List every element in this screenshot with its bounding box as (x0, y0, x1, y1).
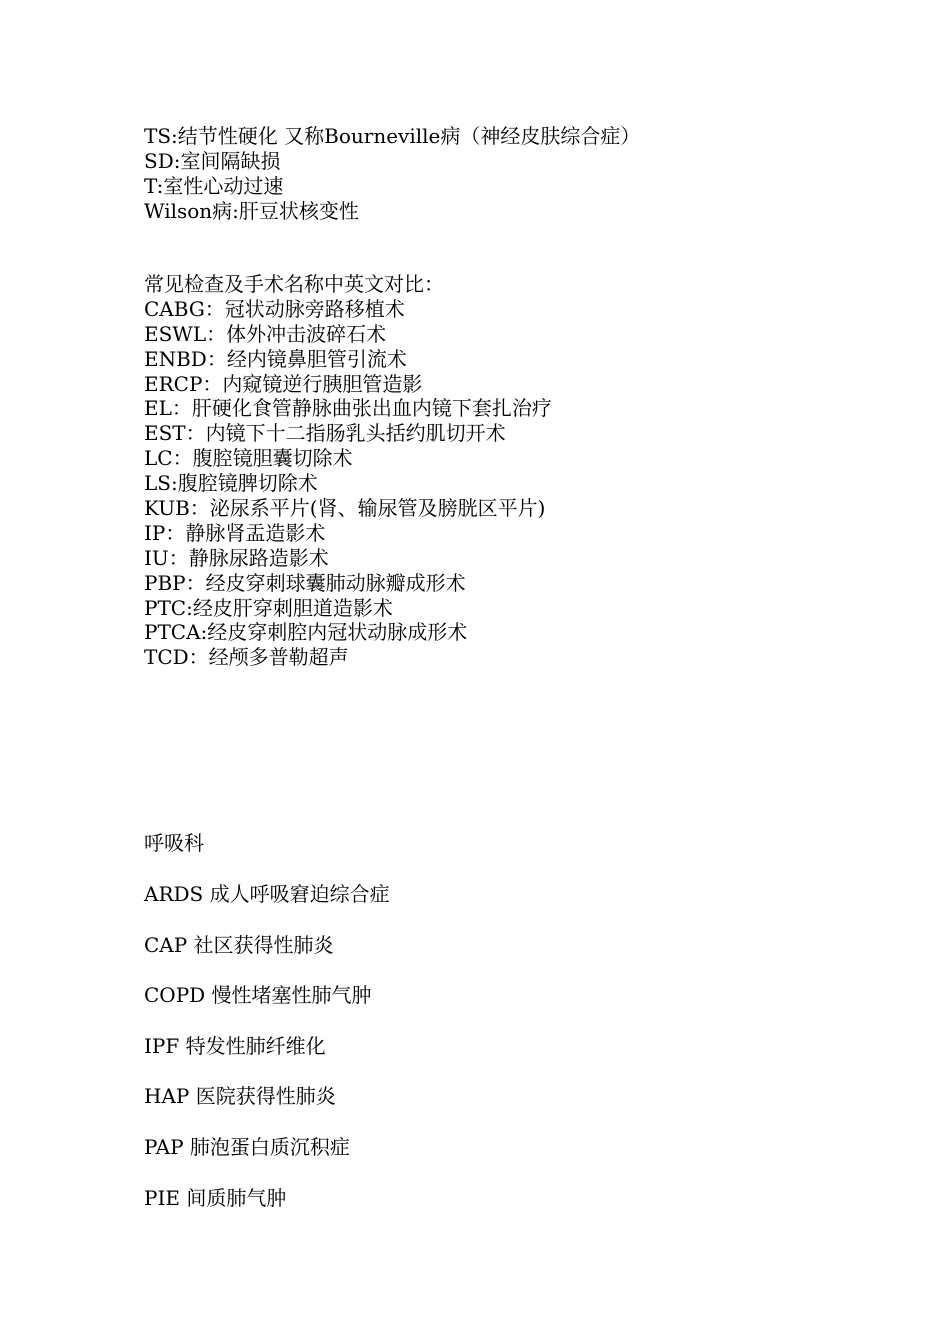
list-item: ARDS 成人呼吸窘迫综合症 (144, 882, 390, 906)
list-item: ESWL：体外冲击波碎石术 (144, 321, 387, 346)
list-item: Wilson病:肝豆状核变性 (144, 198, 359, 223)
list-item: LS:腹腔镜脾切除术 (144, 471, 318, 496)
list-item: LC：腹腔镜胆囊切除术 (144, 446, 353, 471)
list-item: SD:室间隔缺损 (144, 148, 281, 173)
list-item: IU：静脉尿路造影术 (144, 545, 329, 570)
respiratory-list (144, 882, 904, 1236)
list-item: CAP 社区获得性肺炎 (144, 932, 334, 957)
list-item: IP：静脉肾盂造影术 (144, 520, 326, 545)
procedures-section (144, 272, 904, 670)
list-item: PTCA:经皮穿刺腔内冠状动脉成形术 (144, 620, 468, 645)
list-item: EL：肝硬化食管静脉曲张出血内镜下套扎治疗 (144, 396, 552, 421)
list-item: T:室性心动过速 (144, 173, 284, 198)
list-item: PIE 间质肺气肿 (144, 1185, 287, 1210)
list-item: PBP：经皮穿刺球囊肺动脉瓣成形术 (144, 570, 466, 595)
section-heading: 常见检查及手术名称中英文对比： (144, 272, 444, 296)
abbreviation-list-top (144, 124, 904, 224)
list-item: PTC:经皮肝穿刺胆道造影术 (144, 595, 393, 620)
list-item: HAP 医院获得性肺炎 (144, 1084, 336, 1109)
list-item: TCD：经颅多普勒超声 (144, 645, 349, 670)
section-heading: 呼吸科 (144, 831, 204, 855)
list-item: ERCP：内窥镜逆行胰胆管造影 (144, 371, 423, 396)
list-item: EST：内镜下十二指肠乳头括约肌切开术 (144, 421, 506, 446)
list-item: PAP 肺泡蛋白质沉积症 (144, 1134, 350, 1159)
list-item: CABG：冠状动脉旁路移植术 (144, 296, 405, 321)
list-item: TS:结节性硬化 又称Bourneville病（神经皮肤综合症） (144, 124, 641, 148)
list-item: KUB：泌尿系平片(肾、输尿管及膀胱区平片) (144, 496, 546, 521)
list-item: IPF 特发性肺纤维化 (144, 1033, 326, 1058)
list-item: ENBD：经内镜鼻胆管引流术 (144, 346, 407, 371)
list-item: COPD 慢性堵塞性肺气肿 (144, 983, 372, 1008)
respiratory-section-heading-wrap (144, 831, 904, 856)
